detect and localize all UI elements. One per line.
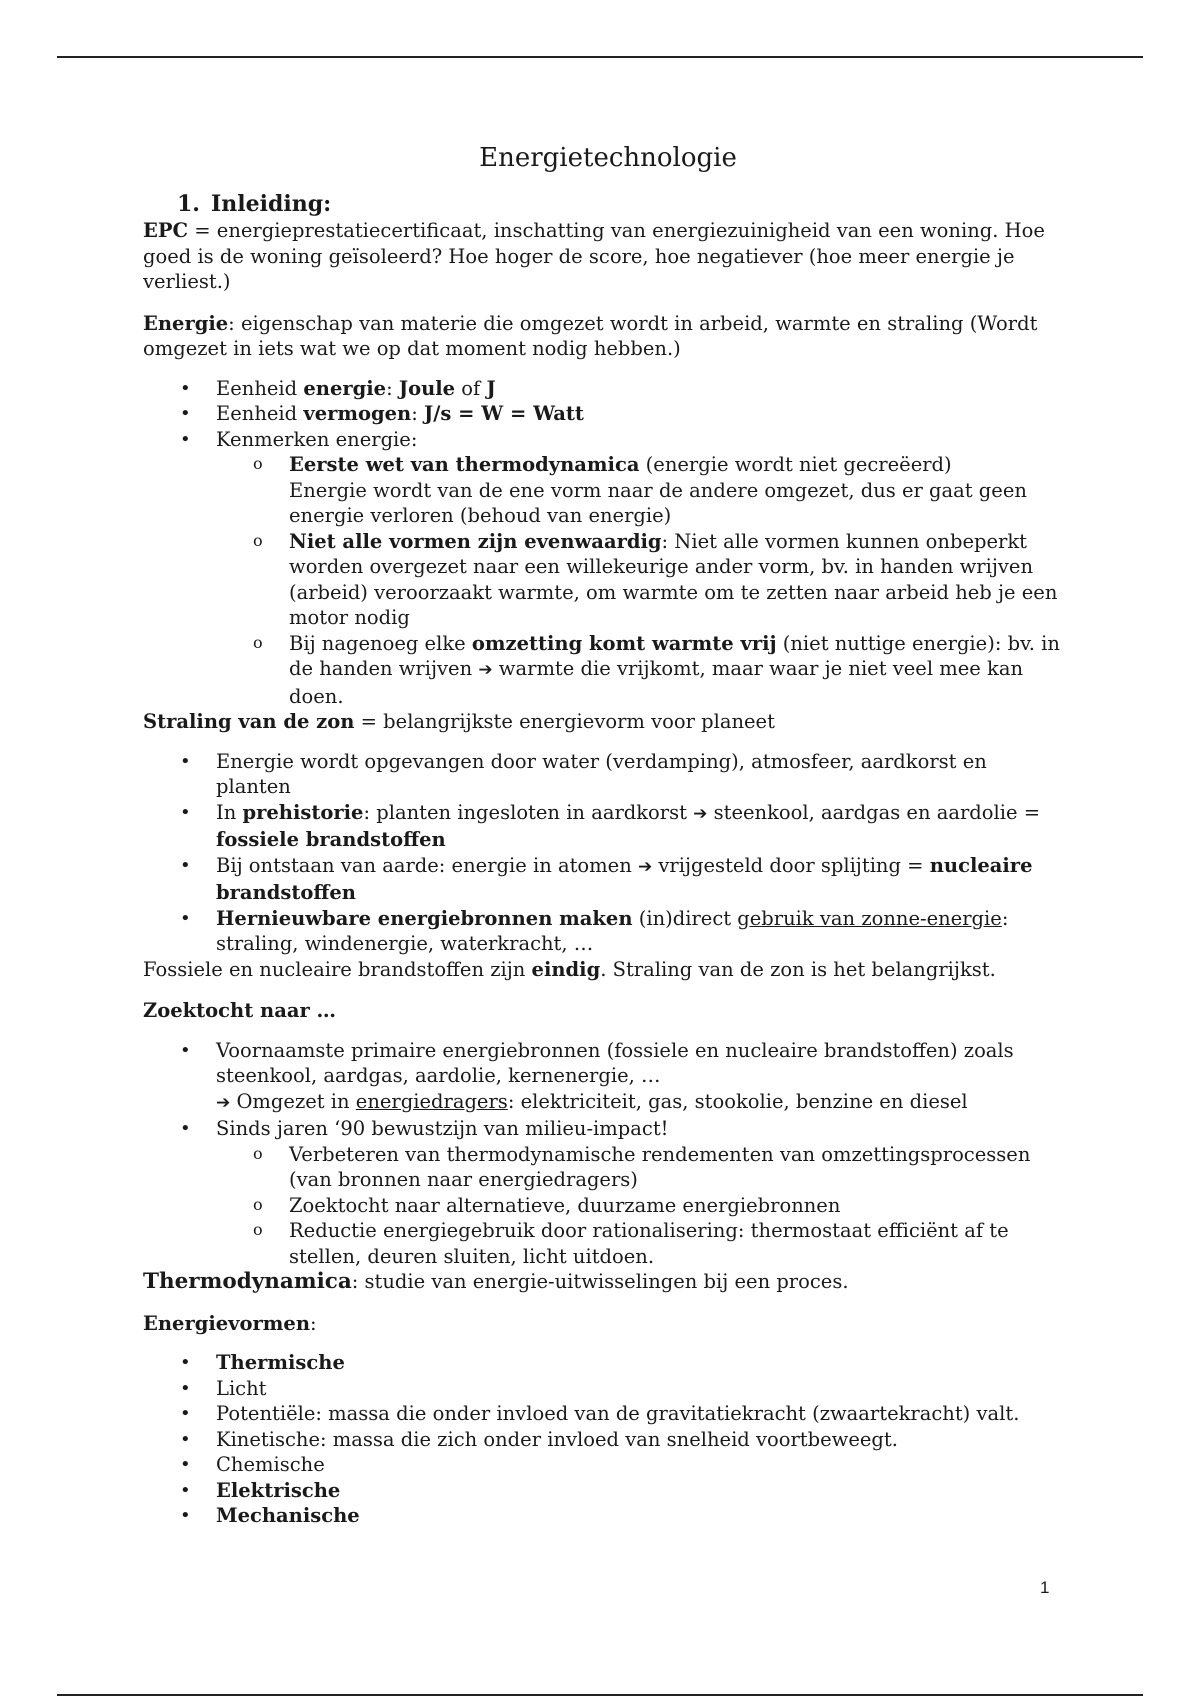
bold-text: energie — [303, 376, 387, 400]
bold-text: fossiele brandstoffen — [216, 828, 446, 851]
bold-text: Energievormen — [143, 1311, 310, 1335]
document-title: Energietechnologie — [479, 143, 737, 173]
epc-text: = energieprestatiecertificaat, inschatting van energiezuinigheid van een woning. Hoe goed is de woning geïsoleerd? Hoe hoger de score, hoe negatiever (hoe meer energie je verliest.) — [143, 219, 1045, 293]
bold-text: Eerste wet van thermodynamica — [289, 453, 640, 476]
list-item-primaire-bronnen — [143, 1038, 1063, 1117]
text: Bij nagenoeg elke — [289, 631, 472, 655]
text: = belangrijkste energievorm voor planeet — [354, 710, 775, 733]
text: : — [310, 1311, 317, 1335]
list-item-hernieuwbaar — [143, 906, 1063, 957]
text: Energie wordt van de ene vorm naar de andere omgezet, dus er gaat geen energie verloren (behoud van energie) — [289, 478, 1027, 527]
text: : studie van energie-uitwisselingen bij een proces. — [351, 1270, 849, 1293]
text: Sinds jaren ‘90 bewustzijn van milieu-impact! — [216, 1117, 669, 1140]
list-item-opgevangen: • Energie wordt opgevangen door water (verdamping), atmosfeer, aardkorst en planten — [143, 749, 1063, 800]
text: Voornaamste primaire energiebronnen (fossiele en nucleaire brandstoffen) zoals steenkool, aardgas, aardolie, kernenergie, … — [216, 1038, 1014, 1087]
text: (niet nuttige energie): bv. in de handen wrijven — [289, 631, 1060, 680]
bold-text: Hernieuwbare energiebronnen maken — [216, 906, 633, 930]
epc-term: EPC — [143, 219, 189, 242]
zoektocht-heading — [143, 998, 1063, 1024]
list-item-elektrische — [143, 1478, 1063, 1504]
page-number: 1 — [1040, 1578, 1050, 1597]
text: steenkool, aardgas en aardolie = — [707, 800, 1041, 824]
text: : Niet alle vormen kunnen onbeperkt worden overgezet naar een willekeurige ander vorm, bv. in handen wrijven (arbeid) veroorzaakt warmte, om warmte om te zetten naar arbeid heb je een motor nodig — [289, 529, 1058, 629]
bold-text: Niet alle vormen zijn evenwaardig — [289, 529, 662, 553]
energie-list — [143, 376, 1063, 710]
list-item-eenheid-energie — [143, 376, 1063, 402]
list-item-mechanische — [143, 1503, 1063, 1529]
energievormen-list — [143, 1350, 1063, 1529]
text: : elektriciteit, gas, stookolie, benzine en diesel — [507, 1089, 968, 1113]
arrow-right-icon: ➔ — [637, 856, 653, 877]
arrow-right-icon: ➔ — [478, 660, 493, 680]
text: Kenmerken energie: — [216, 427, 418, 451]
sublist-item-reductie: o Reductie energiegebruik door rationalisering: thermostaat efficiënt af te stellen, deuren sluiten, licht uitdoen. — [216, 1218, 1063, 1269]
arrow-right-icon: ➔ — [216, 1092, 231, 1113]
bold-text: prehistorie — [242, 800, 364, 824]
text: : — [386, 376, 399, 400]
underlined-text: gebruik van zonne-energie — [737, 906, 1002, 930]
thermodynamica-paragraph — [143, 1269, 1063, 1295]
list-item-potentiele: • Potentiële: massa die onder invloed van de gravitatiekracht (zwaartekracht) valt. — [143, 1401, 1063, 1427]
fossiel-paragraph — [143, 957, 1063, 983]
list-item-thermische — [143, 1350, 1063, 1376]
header-rule — [57, 56, 1143, 58]
energie-text: : eigenschap van materie die omgezet wordt in arbeid, warmte en straling (Wordt omgezet in iets wat we op dat moment nodig hebben.) — [143, 311, 1038, 360]
energievormen-heading — [143, 1311, 1063, 1337]
text: : planten ingesloten in aardkorst — [363, 800, 694, 824]
bold-text: nucleaire brandstoffen — [216, 853, 1033, 904]
text: : — [411, 402, 425, 425]
list-item-chemische: • Chemische — [143, 1452, 1063, 1478]
epc-paragraph — [143, 218, 1063, 295]
bold-text: eindig — [531, 957, 601, 981]
bold-text: vermogen — [303, 402, 412, 425]
list-item-prehistorie — [143, 800, 1063, 853]
energie-term: Energie — [143, 311, 229, 335]
bold-text: Thermische — [216, 1351, 345, 1374]
section-number: 1. — [177, 191, 200, 217]
text: (energie wordt niet gecreëerd) — [639, 453, 952, 476]
milieu-sublist — [143, 1142, 1063, 1270]
text: Fossiele en nucleaire brandstoffen zijn — [143, 957, 532, 981]
section-heading-inleiding — [177, 190, 1063, 218]
bold-text: Thermodynamica — [143, 1269, 352, 1294]
text: of — [455, 376, 487, 400]
sublist-item-eerste-wet — [216, 452, 1063, 529]
kenmerken-sublist — [143, 452, 1063, 709]
footer-rule — [57, 1694, 1143, 1696]
bold-text: J — [486, 376, 496, 400]
section-label: Inleiding: — [211, 191, 332, 217]
text: Eenheid — [216, 402, 304, 425]
arrow-right-icon: ➔ — [693, 803, 708, 824]
bold-text: J/s = W = Watt — [424, 402, 584, 425]
energie-paragraph — [143, 311, 1063, 362]
list-item-ontstaan — [143, 853, 1063, 906]
list-item-licht: • Licht — [143, 1376, 1063, 1402]
bold-text: Straling van de zon — [143, 710, 355, 733]
straling-paragraph — [143, 709, 1063, 735]
text: : straling, windenergie, waterkracht, … — [216, 906, 1009, 955]
list-item-milieu — [143, 1116, 1063, 1269]
text: vrijgesteld door splijting = — [652, 853, 930, 877]
text: Bij ontstaan van aarde: energie in atomen — [216, 853, 638, 877]
text: In — [216, 800, 243, 824]
text: . Straling van de zon is het belangrijkst. — [600, 957, 996, 981]
list-item-eenheid-vermogen — [143, 401, 1063, 427]
underlined-text: energiedragers — [355, 1089, 508, 1113]
sublist-item-alternatieve: o Zoektocht naar alternatieve, duurzame energiebronnen — [216, 1193, 1063, 1219]
list-item-kinetische: • Kinetische: massa die zich onder invloed van snelheid voortbeweegt. — [143, 1427, 1063, 1453]
sublist-item-evenwaardig — [216, 529, 1063, 631]
bold-text: omzetting komt warmte vrij — [471, 631, 777, 655]
document-page — [143, 140, 1063, 1529]
list-item-kenmerken — [143, 427, 1063, 710]
bold-text: Elektrische — [216, 1478, 341, 1502]
bold-text: Mechanische — [216, 1504, 360, 1527]
sublist-item-rendementen: o Verbeteren van thermodynamische rendementen van omzettingsprocessen (van bronnen naar energiedragers) — [216, 1142, 1063, 1193]
text: warmte die vrijkomt, maar waar je niet veel mee kan doen. — [289, 657, 1024, 708]
sublist-item-warmte — [216, 631, 1063, 710]
bold-text: Zoektocht naar … — [143, 999, 337, 1022]
text: Omgezet in — [230, 1089, 356, 1113]
bold-text: Joule — [398, 376, 456, 400]
text: Eenheid — [216, 376, 304, 400]
zoektocht-list — [143, 1038, 1063, 1270]
straling-list — [143, 749, 1063, 957]
text: (in)direct — [632, 906, 738, 930]
